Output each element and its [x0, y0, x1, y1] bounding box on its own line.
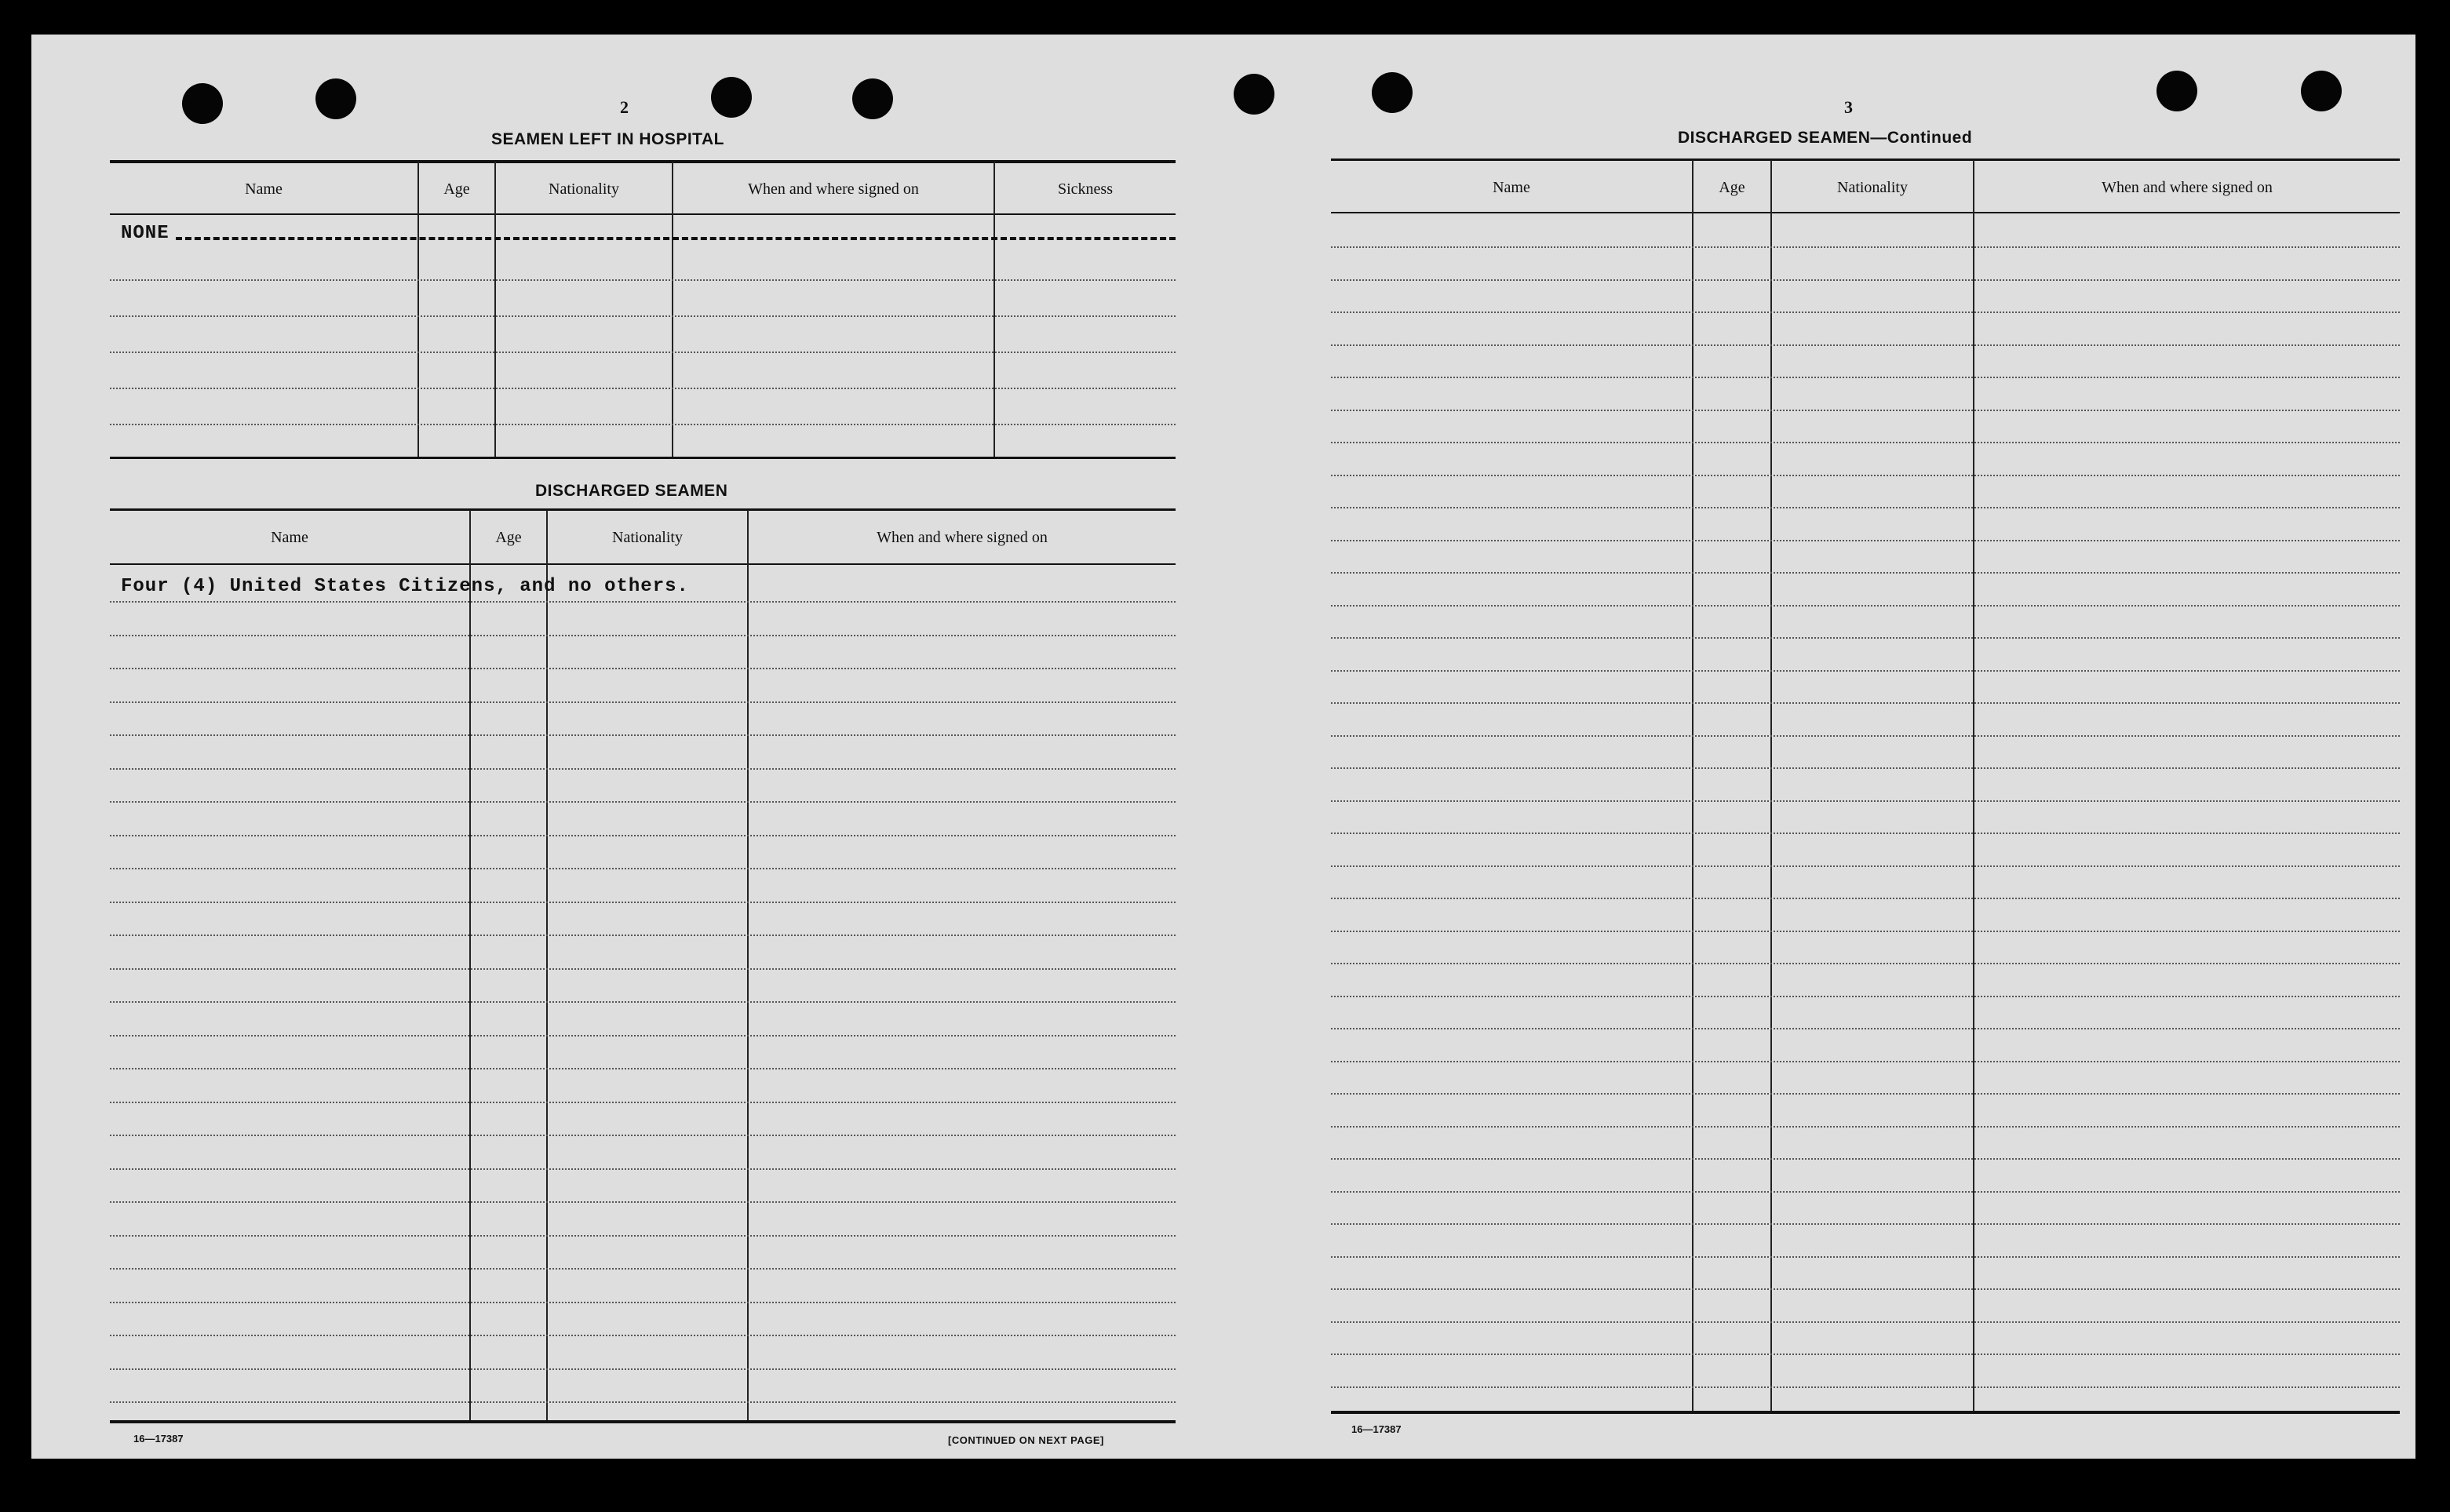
row-line [1331, 1223, 2400, 1225]
row-line [1331, 963, 2400, 964]
row-line [110, 1168, 1176, 1170]
row-line [110, 1335, 1176, 1336]
table-bottom-rule [110, 457, 1176, 459]
row-line [110, 1268, 1176, 1270]
row-line [110, 1235, 1176, 1237]
row-line [1331, 1093, 2400, 1095]
page-number: 2 [620, 97, 629, 117]
row-line [1331, 898, 2400, 899]
row-line [110, 1302, 1176, 1303]
hospital-entry: NONE [121, 223, 170, 244]
column-header: When and where signed on [877, 529, 1048, 546]
row-line [1331, 312, 2400, 313]
row-line [110, 1035, 1176, 1037]
row-line [1331, 865, 2400, 867]
row-line [1331, 1061, 2400, 1062]
row-line [1331, 572, 2400, 574]
row-line [1331, 1288, 2400, 1290]
row-line [110, 902, 1176, 903]
column-divider [417, 162, 419, 457]
row-line [1331, 702, 2400, 704]
section-title-main: DISCHARGED SEAMEN [1678, 129, 1871, 147]
section-title-suffix: —Continued [1870, 129, 1973, 147]
table-bottom-rule [110, 1420, 1176, 1423]
row-line [110, 768, 1176, 770]
row-line [1331, 1386, 2400, 1388]
column-header: Nationality [612, 529, 683, 546]
row-line [1331, 605, 2400, 607]
column-divider [494, 162, 496, 457]
table-top-rule [1331, 158, 2400, 161]
page-number: 3 [1844, 97, 1853, 117]
row-line [1331, 475, 2400, 476]
punch-hole [315, 78, 356, 119]
left-page [31, 35, 1232, 1459]
row-line [1331, 1354, 2400, 1355]
punch-hole [182, 83, 223, 124]
column-header: Name [271, 529, 308, 546]
row-line [110, 668, 1176, 669]
column-header: Name [245, 180, 283, 198]
row-line [1331, 931, 2400, 932]
row-line [1331, 996, 2400, 997]
row-line [1331, 670, 2400, 672]
column-header: Nationality [549, 180, 619, 198]
row-line [1331, 1321, 2400, 1323]
cancel-line [176, 237, 1176, 240]
column-header: Name [1493, 179, 1530, 196]
discharged-section-title: DISCHARGED SEAMEN [535, 482, 728, 500]
column-divider [469, 510, 471, 1420]
row-line [1331, 637, 2400, 639]
form-number: 16—17387 [1351, 1423, 1402, 1435]
column-header: Age [1719, 179, 1745, 196]
header-rule [110, 563, 1176, 565]
row-line [1331, 410, 2400, 411]
punch-hole [1234, 74, 1274, 115]
row-line [1331, 442, 2400, 443]
row-line [1331, 507, 2400, 508]
row-line [110, 424, 1176, 425]
column-divider [672, 162, 673, 457]
row-line [110, 1102, 1176, 1103]
punch-hole [711, 77, 752, 118]
punch-hole [2301, 71, 2342, 111]
row-line [1331, 1028, 2400, 1029]
row-line [110, 835, 1176, 836]
row-line [110, 1001, 1176, 1003]
form-number: 16—17387 [133, 1433, 184, 1445]
row-line [110, 1201, 1176, 1203]
row-line [1331, 735, 2400, 737]
row-line [110, 968, 1176, 970]
right-page [1232, 35, 2415, 1459]
row-line [110, 801, 1176, 803]
row-line [1331, 833, 2400, 834]
punch-hole [1372, 72, 1413, 113]
column-header: When and where signed on [2102, 179, 2273, 196]
table-top-rule [110, 160, 1176, 163]
column-header: Age [495, 529, 522, 546]
row-line [110, 352, 1176, 353]
row-line [110, 1135, 1176, 1136]
punch-hole [852, 78, 893, 119]
row-line [110, 315, 1176, 317]
discharged-entry: Four (4) United States Citizens, and no others. [121, 576, 689, 597]
header-rule [1331, 212, 2400, 213]
row-line [110, 1068, 1176, 1069]
row-line [1331, 767, 2400, 769]
document-sheet [31, 35, 2415, 1459]
column-header: When and where signed on [748, 180, 919, 198]
row-line [1331, 1126, 2400, 1128]
row-line [110, 388, 1176, 389]
row-line [1331, 540, 2400, 541]
table-top-rule [110, 508, 1176, 511]
row-line [1331, 1256, 2400, 1258]
header-rule [110, 213, 1176, 215]
row-line [110, 935, 1176, 936]
row-line [1331, 800, 2400, 802]
row-line [1331, 279, 2400, 281]
row-line [1331, 1158, 2400, 1160]
column-divider [993, 162, 995, 457]
column-divider [546, 510, 548, 1420]
row-line [110, 868, 1176, 869]
row-line [110, 734, 1176, 736]
row-line [110, 601, 1176, 603]
row-line [1331, 246, 2400, 248]
row-line [110, 635, 1176, 636]
column-header: Age [443, 180, 470, 198]
row-line [110, 701, 1176, 703]
row-line [110, 1368, 1176, 1370]
row-line [110, 279, 1176, 281]
row-line [110, 1401, 1176, 1403]
row-line [1331, 344, 2400, 346]
punch-hole [2157, 71, 2197, 111]
column-header: Sickness [1058, 180, 1113, 198]
continued-note: [CONTINUED ON NEXT PAGE] [948, 1434, 1104, 1446]
column-header: Nationality [1837, 179, 1908, 196]
hospital-section-title: SEAMEN LEFT IN HOSPITAL [491, 130, 724, 148]
table-bottom-rule [1331, 1411, 2400, 1414]
row-line [1331, 1191, 2400, 1193]
column-divider [747, 510, 749, 1420]
section-title [1678, 129, 1972, 148]
row-line [1331, 377, 2400, 378]
